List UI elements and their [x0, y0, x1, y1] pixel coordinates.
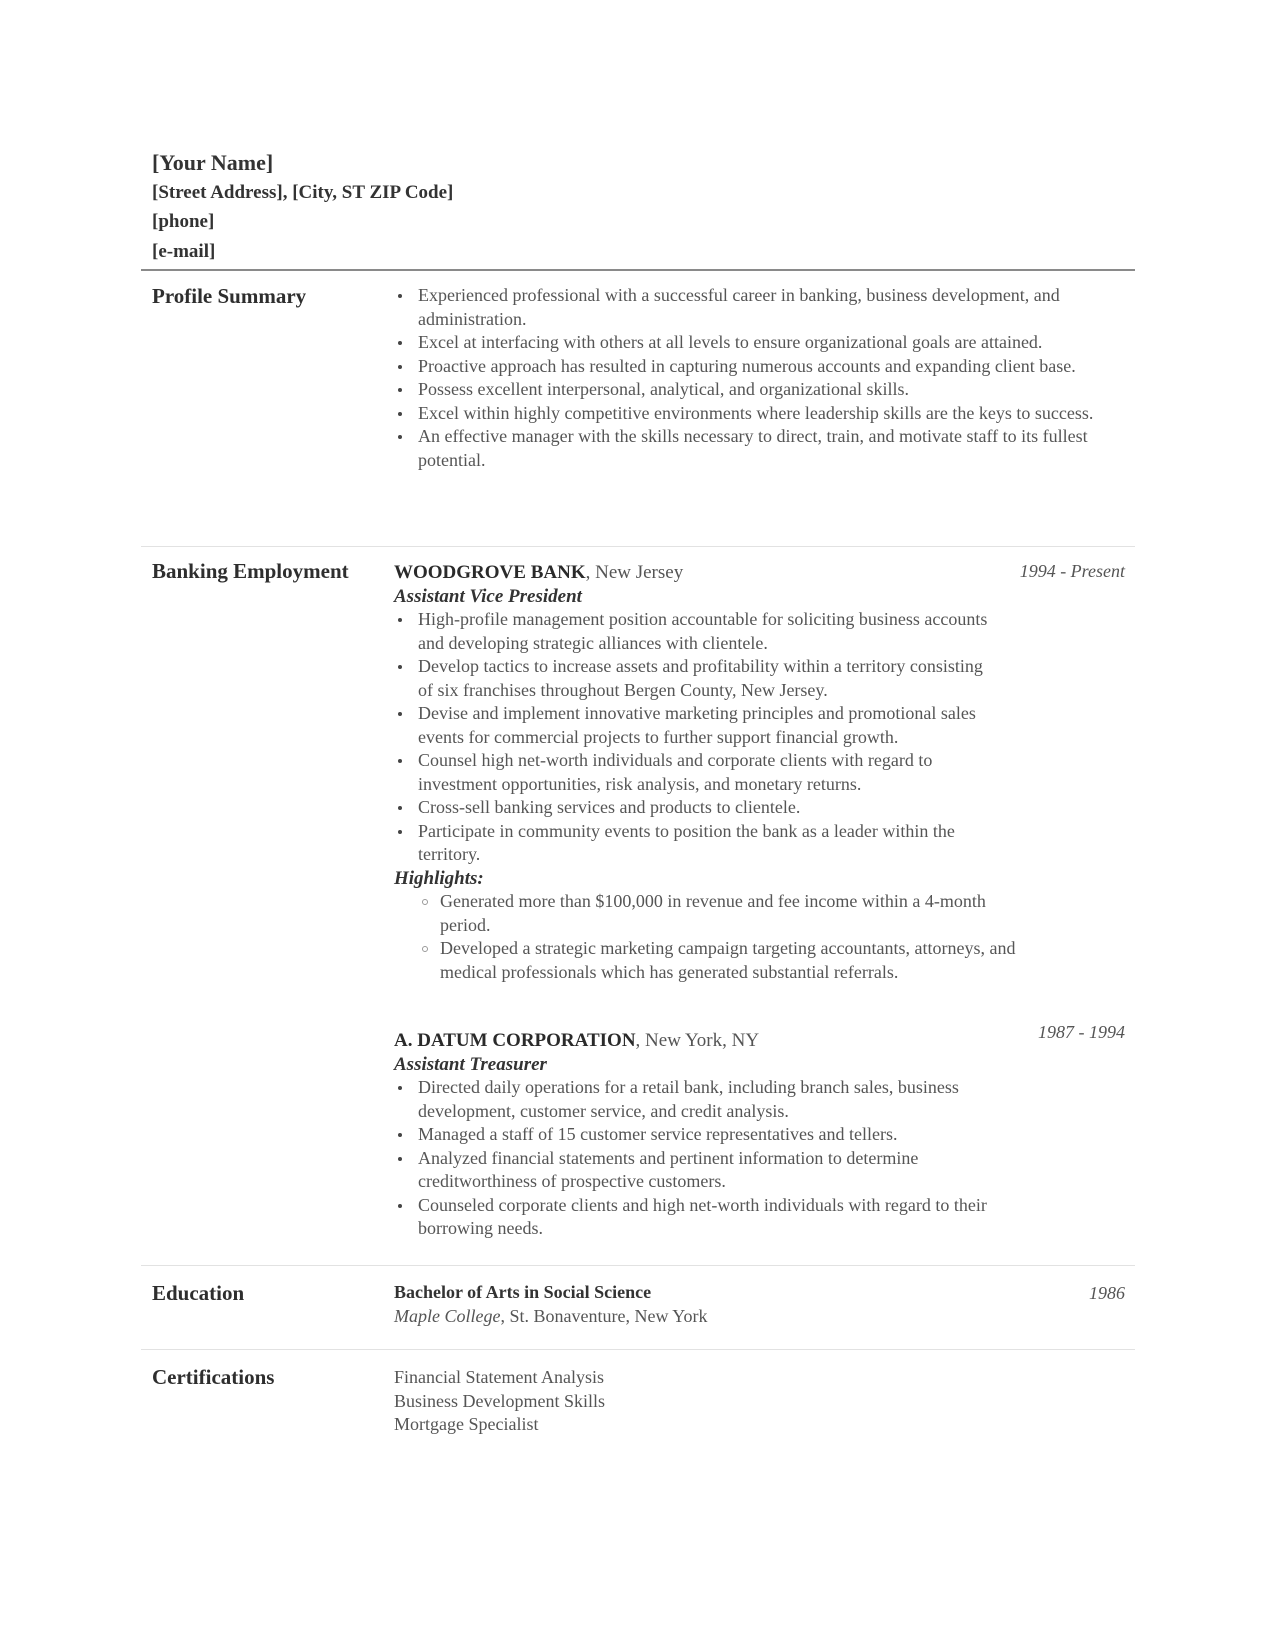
company-location: , New Jersey [585, 562, 684, 583]
certification-item: Mortgage Specialist [394, 1414, 539, 1434]
list-item: Develop tactics to increase assets and profitability within a territory consisting of six franchises throughout Bergen County, New Jersey. [394, 655, 994, 702]
phone: [phone] [152, 211, 215, 232]
job-duties-list [394, 608, 994, 867]
section-divider [141, 1349, 1135, 1350]
your-name: [Your Name] [152, 150, 274, 175]
profile-summary-list [394, 284, 1119, 472]
job-duties-list [394, 1076, 994, 1241]
section-divider [141, 546, 1135, 547]
list-item: Possess excellent interpersonal, analytical, and organizational skills. [394, 378, 1119, 402]
list-item: Developed a strategic marketing campaign targeting accountants, attorneys, and medical professionals which has generated substantial referrals. [416, 937, 1016, 984]
list-item: Counseled corporate clients and high net-worth individuals with regard to their borrowing needs. [394, 1194, 994, 1241]
job-a-datum-corporation [394, 1029, 1124, 1241]
list-item: Managed a staff of 15 customer service representatives and tellers. [394, 1123, 994, 1147]
job-woodgrove-bank [394, 561, 1124, 984]
street-address: [Street Address], [City, ST ZIP Code] [152, 181, 454, 203]
certification-item: Business Development Skills [394, 1390, 605, 1411]
contact-header [152, 148, 453, 266]
list-item: Counsel high net-worth individuals and corporate clients with regard to investment opportunities, risk analysis, and monetary returns. [394, 749, 994, 796]
job-heading [394, 561, 1124, 585]
school [394, 1305, 1124, 1329]
list-item: Proactive approach has resulted in capturing numerous accounts and expanding client base. [394, 355, 1119, 379]
header-divider [141, 269, 1135, 271]
school-location: , St. Bonaventure, New York [500, 1305, 708, 1326]
degree: Bachelor of Arts in Social Science [394, 1282, 652, 1302]
highlights-list [394, 890, 1016, 984]
section-title-certifications: Certifications [152, 1365, 275, 1389]
list-item: Experienced professional with a successful career in banking, business development, and administration. [394, 284, 1119, 331]
section-title-education: Education [152, 1281, 245, 1305]
highlights-label: Highlights: [394, 867, 484, 889]
job-title: Assistant Treasurer [394, 1053, 547, 1075]
job-heading [394, 1029, 1124, 1053]
education-year: 1986 [1089, 1283, 1125, 1303]
list-item: Generated more than $100,000 in revenue and fee income within a 4-month period. [416, 890, 1016, 937]
list-item: Analyzed financial statements and pertinent information to determine creditworthiness of prospective customers. [394, 1147, 994, 1194]
list-item: Devise and implement innovative marketing principles and promotional sales events for commercial projects to further support financial growth. [394, 702, 994, 749]
list-item: Excel within highly competitive environments where leadership skills are the keys to success. [394, 402, 1119, 426]
company-name: WOODGROVE BANK [394, 562, 586, 583]
section-divider [141, 1265, 1135, 1266]
company-location: , New York, NY [635, 1030, 760, 1051]
email: [e-mail] [152, 240, 216, 262]
list-item: Excel at interfacing with others at all levels to ensure organizational goals are attained. [394, 331, 1119, 355]
list-item: Cross-sell banking services and products to clientele. [394, 796, 994, 820]
job-dates: 1987 - 1994 [1038, 1022, 1125, 1042]
list-item: An effective manager with the skills necessary to direct, train, and motivate staff to its fullest potential. [394, 425, 1119, 472]
section-title-banking-employment: Banking Employment [152, 559, 349, 583]
list-item: High-profile management position accountable for soliciting business accounts and developing strategic alliances with clientele. [394, 608, 994, 655]
job-dates: 1994 - Present [1019, 561, 1125, 581]
list-item: Participate in community events to position the bank as a leader within the territory. [394, 820, 994, 867]
company-name: A. DATUM CORPORATION [394, 1030, 636, 1051]
profile-summary-list-container [394, 284, 1119, 472]
job-title: Assistant Vice President [394, 585, 582, 607]
list-item: Directed daily operations for a retail bank, including branch sales, business development, customer service, and credit analysis. [394, 1076, 994, 1123]
section-title-profile-summary: Profile Summary [152, 284, 307, 308]
education-entry [394, 1281, 1124, 1328]
school-name: Maple College [394, 1305, 501, 1326]
certification-item: Financial Statement Analysis [394, 1367, 604, 1387]
certifications-list [394, 1366, 1124, 1437]
